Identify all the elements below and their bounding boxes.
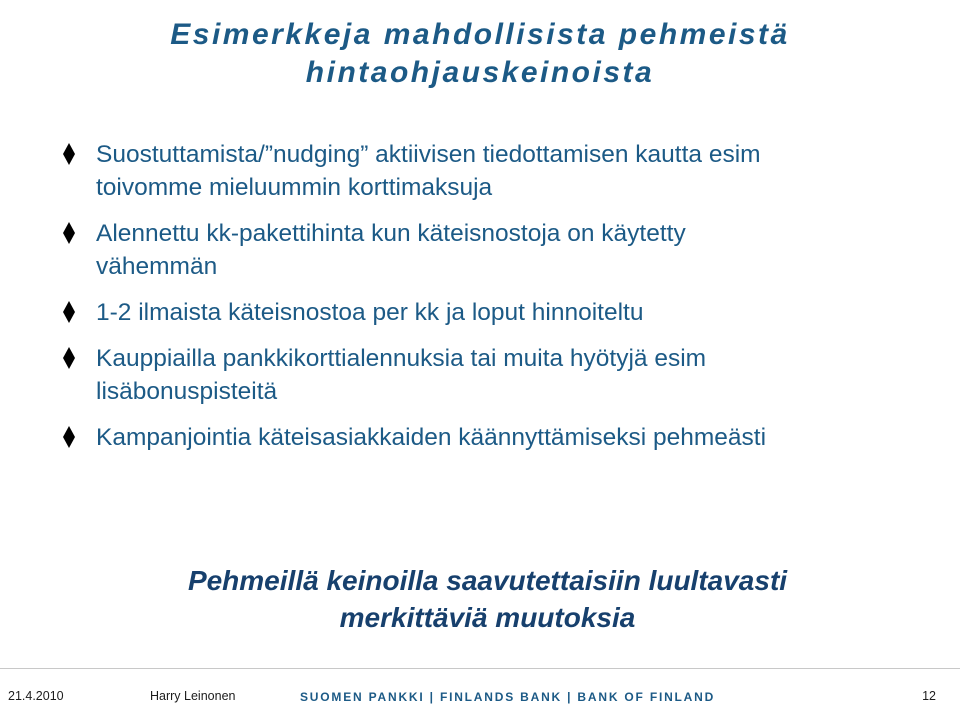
slide-title (0, 16, 960, 92)
footer-bank-name: SUOMEN PANKKI | FINLANDS BANK | BANK OF FINLAND (300, 690, 716, 704)
bullet-list (63, 138, 943, 467)
bullet-text-line-2: lisäbonuspisteitä (96, 378, 278, 405)
diamond-bullet-icon (63, 426, 75, 448)
bullet-text-line-1: Suostuttamista/”nudging” aktiivisen tiedottamisen kautta esim (96, 141, 761, 168)
bullet-text-line-1: Kauppiailla pankkikorttialennuksia tai muita hyötyjä esim (96, 345, 707, 372)
footer-author: Harry Leinonen (150, 689, 236, 703)
footer-divider (0, 668, 960, 669)
bullet-text-line-1: Kampanjointia käteisasiakkaiden käännyttämiseksi pehmeästi (96, 424, 767, 451)
diamond-bullet-icon (63, 222, 75, 244)
conclusion-text (0, 562, 960, 636)
bullet-text-line-2: toivomme mieluummin korttimaksuja (96, 174, 493, 201)
slide-footer (0, 668, 960, 707)
diamond-bullet-icon (63, 143, 75, 165)
diamond-bullet-icon (63, 347, 75, 369)
footer-date: 21.4.2010 (8, 689, 64, 703)
slide-title-line-2: hintaohjauskeinoista (305, 56, 655, 89)
bullet-text-line-2: vähemmän (96, 253, 218, 280)
diamond-bullet-icon (63, 301, 75, 323)
bullet-text-line-1: Alennettu kk-pakettihinta kun käteisnostoja on käytetty (96, 220, 686, 247)
conclusion-line-1: Pehmeillä keinoilla saavutettaisiin luultavasti (187, 565, 788, 596)
bullet-text-line-1: 1-2 ilmaista käteisnostoa per kk ja loput hinnoiteltu (96, 299, 644, 326)
footer-page-number: 12 (922, 689, 936, 703)
conclusion-line-2: merkittäviä muutoksia (339, 602, 636, 633)
bullet-item (63, 138, 943, 204)
bullet-item (63, 421, 943, 454)
bullet-item (63, 342, 943, 408)
bullet-item (63, 217, 943, 283)
slide-title-line-1: Esimerkkeja mahdollisista pehmeistä (170, 18, 790, 51)
bullet-item (63, 296, 943, 329)
